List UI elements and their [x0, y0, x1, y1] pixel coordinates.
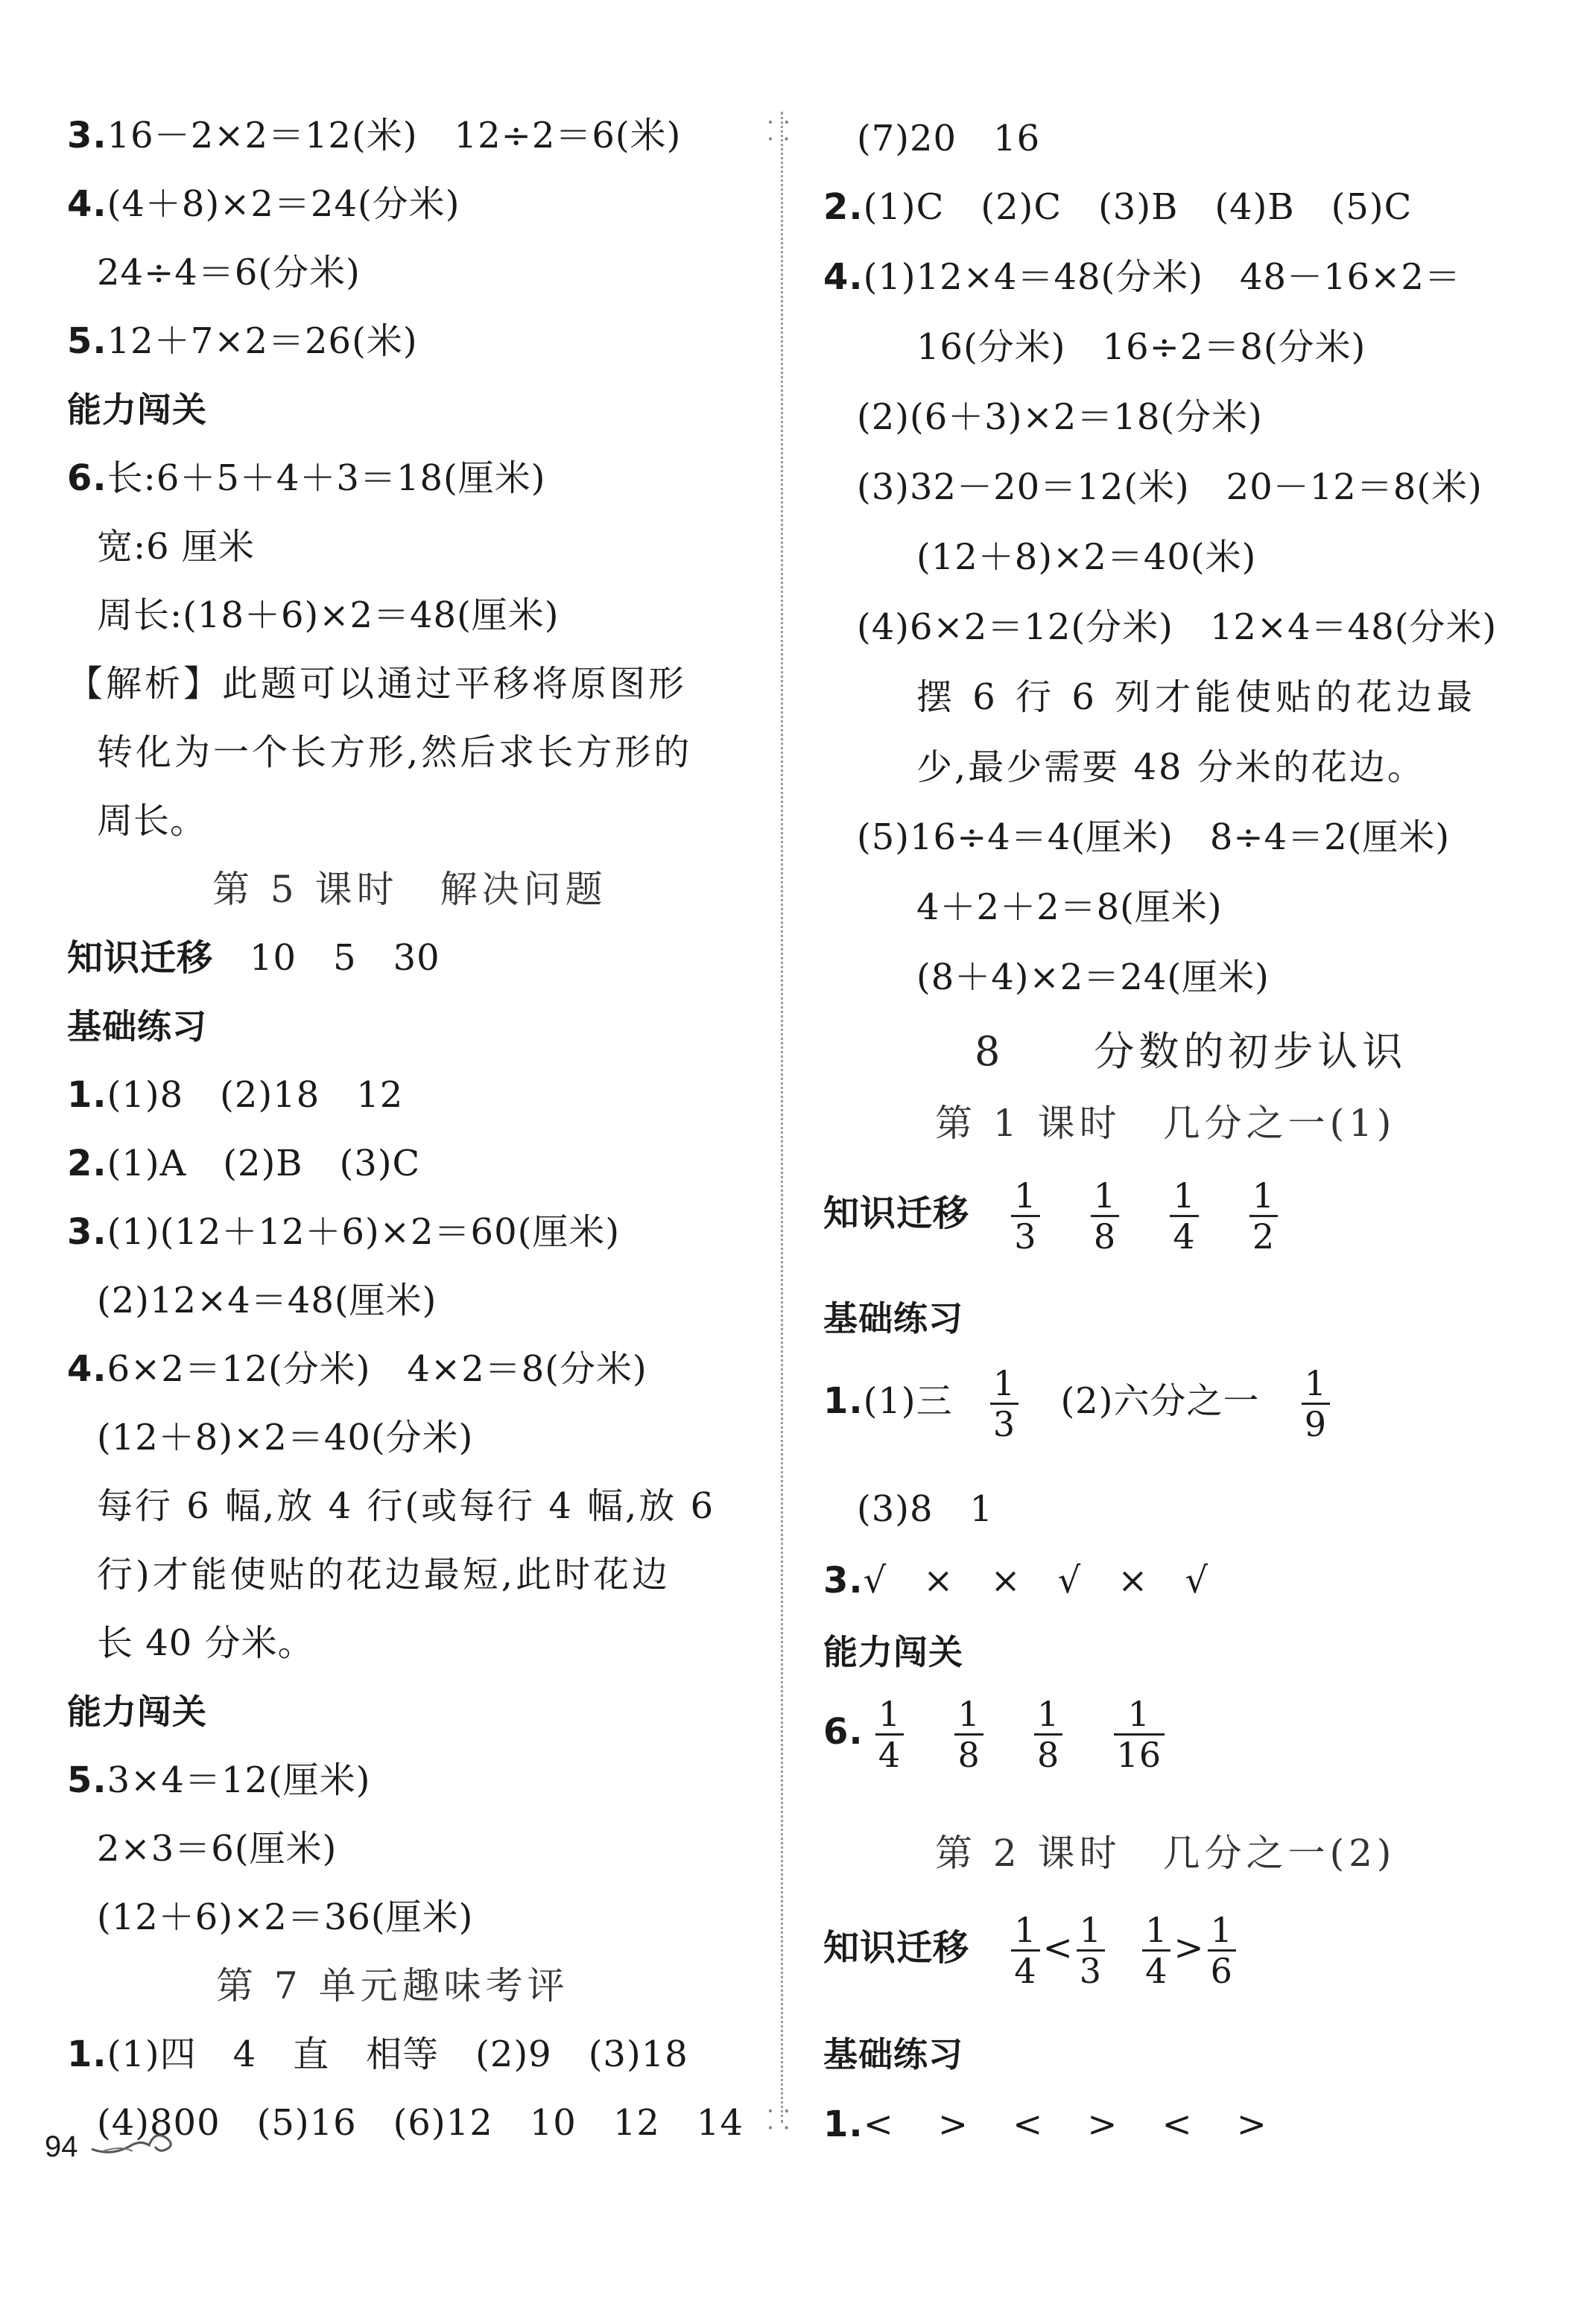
answer-line: 1.(1)8 (2)18 12: [67, 1074, 404, 1116]
section-heading: 基础练习: [823, 1298, 963, 1339]
fraction: $\frac{1}{2}$: [1249, 1176, 1278, 1256]
section-heading: 能力闯关: [67, 1692, 207, 1732]
explanation-line: 周长。: [97, 800, 207, 842]
explanation-line: 【解析】此题可以通过平移将原图形: [67, 663, 688, 705]
explanation-line: 转化为一个长方形,然后求长方形的: [97, 731, 693, 773]
fraction: $\frac{1}{3}$: [1077, 1911, 1105, 1990]
answer-line: 行)才能使贴的花边最短,此时花边: [97, 1554, 671, 1596]
answer-line: 24÷4＝6(分米): [97, 252, 361, 293]
answer-line: 3.(1)(12＋12＋6)×2＝60(厘米): [67, 1211, 621, 1253]
page-number: 94: [45, 2130, 78, 2163]
cloud-ornament-icon: [88, 2123, 177, 2160]
lesson-title: 第 2 课时 几分之一(2): [935, 1832, 1396, 1875]
lesson-title: 第 5 课时 解决问题: [212, 868, 607, 911]
fraction: $\frac{1}{8}$: [954, 1695, 983, 1774]
answer-line: (12＋8)×2＝40(米): [916, 536, 1257, 578]
column-divider: [781, 112, 783, 2123]
answer-line: (4)6×2＝12(分米) 12×4＝48(分米): [857, 606, 1498, 648]
answer-line: (12＋6)×2＝36(厘米): [97, 1896, 474, 1938]
answer-line: (8＋4)×2＝24(厘米): [916, 956, 1270, 998]
answer-line: (3)8 1: [857, 1488, 994, 1530]
divider-ornament-top: ⸬: [767, 116, 790, 147]
answer-line: (7)20 16: [857, 118, 1041, 159]
answer-line: 知识迁移 10 5 30: [67, 937, 440, 979]
fraction-answer-line: 1.(1)三 $\frac{1}{3}$ (2)六分之一 $\frac{1}{9}$: [823, 1360, 1349, 1442]
divider-ornament-bottom: ⸬: [767, 2105, 790, 2136]
fraction: $\frac{1}{8}$: [1034, 1695, 1062, 1774]
answer-line: 6.长:6＋5＋4＋3＝18(厘米): [67, 457, 546, 499]
answer-line: (4)800 (5)16 (6)12 10 12 14: [97, 2102, 744, 2144]
fraction: $\frac{1}{4}$: [1142, 1911, 1170, 1990]
section-heading: 能力闯关: [67, 390, 207, 430]
section-heading: 基础练习: [823, 2034, 963, 2074]
fraction: $\frac{1}{3}$: [1011, 1176, 1039, 1256]
fraction: $\frac{1}{8}$: [1091, 1176, 1119, 1256]
unit-title: 8 分数的初步认识: [975, 1028, 1407, 1075]
answer-line: 4.(1)12×4＝48(分米) 48－16×2＝: [823, 256, 1461, 298]
answer-line: 5.12＋7×2＝26(米): [67, 320, 418, 362]
answer-line: (12＋8)×2＝40(分米): [97, 1417, 474, 1458]
fraction-answer-line: 知识迁移 $\frac{1}{3}$ $\frac{1}{8}$ $\frac{1}{4}$ $\frac{1}{2}$: [823, 1172, 1297, 1254]
fraction: $\frac{1}{3}$: [990, 1364, 1018, 1444]
answer-line: 长 40 分米。: [97, 1622, 314, 1664]
fraction: $\frac{1}{16}$: [1114, 1695, 1165, 1774]
answer-line: 1.< > < > < >: [823, 2104, 1271, 2145]
answer-line: 4.(4＋8)×2＝24(分米): [67, 183, 460, 225]
answer-line: 1.(1)四 4 直 相等 (2)9 (3)18: [67, 2034, 688, 2075]
answer-line: (2)12×4＝48(厘米): [97, 1280, 437, 1321]
answer-line: 摆 6 行 6 列才能使贴的花边最: [916, 676, 1477, 718]
answer-line: 少,最少需要 48 分米的花边。: [916, 746, 1425, 788]
fraction: $\frac{1}{4}$: [1170, 1176, 1198, 1256]
answer-line: 宽:6 厘米: [97, 526, 255, 568]
fraction: $\frac{1}{6}$: [1208, 1911, 1236, 1990]
answer-line: (5)16÷4＝4(厘米) 8÷4＝2(厘米): [857, 816, 1451, 858]
fraction: $\frac{1}{4}$: [875, 1695, 904, 1774]
answer-line: 5.3×4＝12(厘米): [67, 1759, 371, 1801]
answer-line: 2.(1)A (2)B (3)C: [67, 1143, 421, 1184]
lesson-title: 第 1 课时 几分之一(1): [935, 1102, 1396, 1145]
fraction-answer-line: 知识迁移 $\frac{1}{4}$ < $\frac{1}{3}$ $\frac{1}{4}$ > $\frac{1}{6}$: [823, 1907, 1255, 1989]
answer-line: 每行 6 幅,放 4 行(或每行 4 幅,放 6: [97, 1485, 716, 1527]
section-heading: 基础练习: [67, 1006, 207, 1047]
answer-line: 16(分米) 16÷2＝8(分米): [916, 326, 1366, 368]
answer-line: 3.√ × × √ × √: [823, 1560, 1209, 1601]
answer-line: 2×3＝6(厘米): [97, 1828, 338, 1870]
answer-line: (2)(6＋3)×2＝18(分米): [857, 396, 1263, 438]
unit-test-title: 第 7 单元趣味考评: [216, 1964, 569, 2007]
answer-line: 4.6×2＝12(分米) 4×2＝8(分米): [67, 1348, 647, 1390]
fraction-answer-line: 6. $\frac{1}{4}$ $\frac{1}{8}$ $\frac{1}{8}$ $\frac{1}{16}$: [823, 1691, 1184, 1773]
answer-line: (3)32－20＝12(米) 20－12＝8(米): [857, 466, 1483, 508]
answer-line: 周长:(18＋6)×2＝48(厘米): [97, 594, 560, 636]
fraction: $\frac{1}{9}$: [1302, 1364, 1330, 1444]
answer-line: 2.(1)C (2)C (3)B (4)B (5)C: [823, 186, 1413, 228]
section-heading: 能力闯关: [823, 1632, 963, 1672]
answer-line: 4＋2＋2＝8(厘米): [916, 886, 1223, 928]
fraction: $\frac{1}{4}$: [1011, 1911, 1039, 1990]
answer-line: 3.16－2×2＝12(米) 12÷2＝6(米): [67, 115, 682, 156]
